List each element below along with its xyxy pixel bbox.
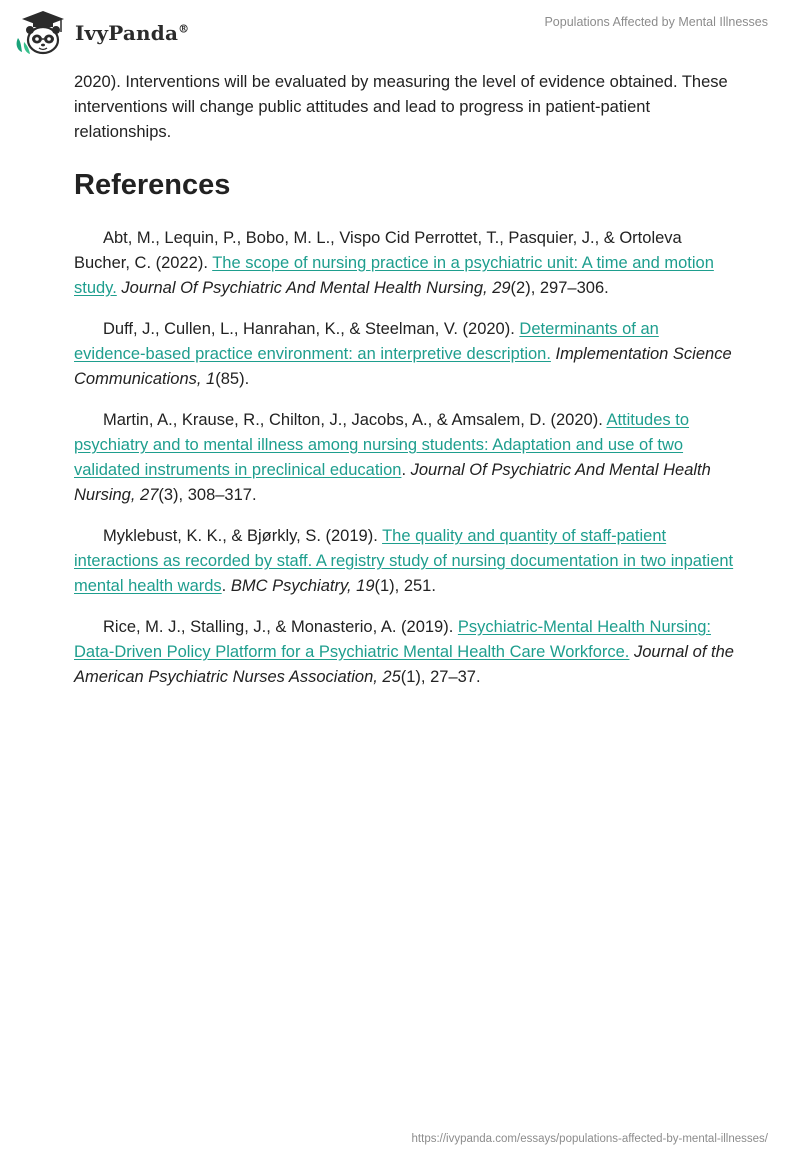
- reference-details: (1), 251.: [374, 577, 436, 595]
- reference-details: (1), 27–37.: [400, 668, 481, 686]
- reference-details: (3), 308–317.: [158, 486, 257, 504]
- reference-source: BMC Psychiatry, 19: [230, 577, 375, 595]
- reference-authors: Martin, A., Krause, R., Chilton, J., Jacobs, A., & Amsalem, D. (2020).: [103, 411, 607, 429]
- reference-link[interactable]: Psychiatric-Mental Health Nursing: Data-Driven Policy Platform for a Psychiatric Mental Health Care Workforce.: [74, 618, 711, 661]
- reference-entry: [74, 524, 734, 599]
- reference-authors: Myklebust, K. K., & Bjørkly, S. (2019).: [103, 527, 383, 545]
- reference-link[interactable]: The quality and quantity of staff-patient interactions as recorded by staff. A registry study of nursing documentation in two inpatient mental health wards: [74, 527, 734, 595]
- reference-authors: Abt, M., Lequin, P., Bobo, M. L., Vispo Cid Perrottet, T., Pasquier, J., & Ortoleva Bucher, C. (2022).: [74, 229, 682, 272]
- panda-graduate-icon: [14, 8, 72, 58]
- footer-url[interactable]: https://ivypanda.com/essays/populations-affected-by-mental-illnesses/: [411, 1133, 768, 1145]
- reference-entry: [74, 615, 734, 690]
- reference-source: Journal Of Psychiatric And Mental Health Nursing, 27: [74, 461, 711, 504]
- reference-punctuation: .: [221, 577, 231, 595]
- reference-link[interactable]: The scope of nursing practice in a psychiatric unit: A time and motion study.: [74, 254, 714, 297]
- reference-link[interactable]: Attitudes to psychiatry and to mental illness among nursing students: Adaptation and use of two validated instruments in preclinical education: [74, 411, 690, 479]
- registered-mark: ®: [178, 22, 190, 36]
- main-content: [74, 70, 734, 706]
- reference-source: Journal of the American Psychiatric Nurses Association, 25: [74, 643, 734, 686]
- reference-details: (85).: [215, 370, 250, 388]
- document-title: Populations Affected by Mental Illnesses: [544, 15, 768, 29]
- reference-link[interactable]: Determinants of an evidence-based practice environment: an interpretive description.: [74, 320, 659, 363]
- page-header: [0, 0, 800, 70]
- reference-authors: Duff, J., Cullen, L., Hanrahan, K., & Steelman, V. (2020).: [103, 320, 520, 338]
- references-list: [74, 226, 734, 690]
- ivypanda-logo[interactable]: [14, 8, 214, 58]
- brand-name: IvyPanda®: [75, 21, 190, 45]
- reference-authors: Rice, M. J., Stalling, J., & Monasterio, A. (2019).: [103, 618, 458, 636]
- reference-entry: [74, 408, 734, 508]
- reference-source: Implementation Science Communications, 1: [74, 345, 732, 388]
- reference-entry: [74, 226, 734, 301]
- intro-paragraph: 2020). Interventions will be evaluated by measuring the level of evidence obtained. These interventions will change public attitudes and lead to progress in patient-patient relationships.: [74, 73, 728, 141]
- reference-punctuation: .: [401, 461, 411, 479]
- reference-details: (2), 297–306.: [510, 279, 609, 297]
- references-heading: References: [74, 169, 231, 201]
- reference-source: Journal Of Psychiatric And Mental Health Nursing, 29: [121, 279, 511, 297]
- reference-entry: [74, 317, 734, 392]
